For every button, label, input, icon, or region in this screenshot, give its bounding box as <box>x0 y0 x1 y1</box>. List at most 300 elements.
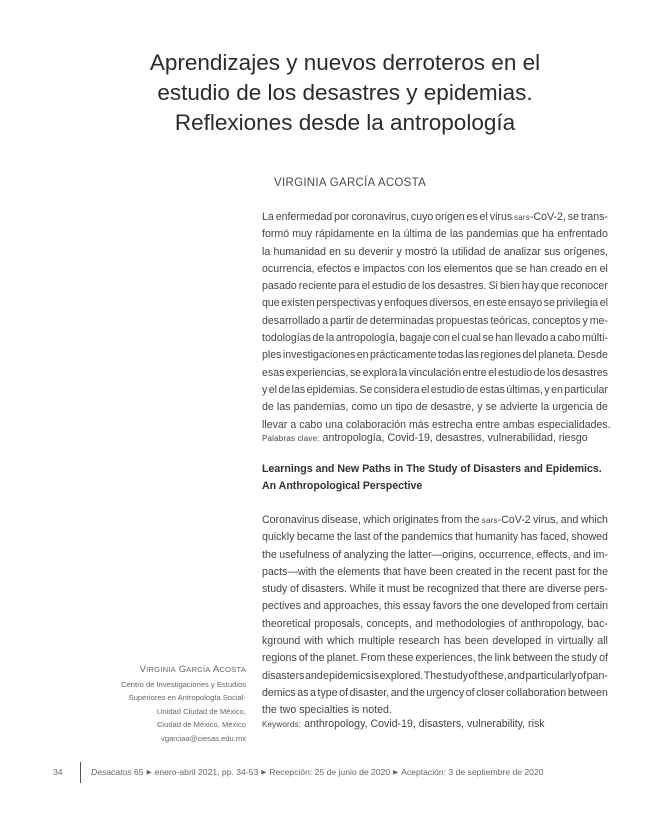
word: que <box>495 262 513 275</box>
triangle-right-icon: ▶ <box>393 769 399 776</box>
word: the <box>464 514 480 526</box>
word: and <box>507 669 525 682</box>
word: el <box>479 211 488 223</box>
word: that <box>383 565 401 578</box>
word: usefulness <box>279 548 330 561</box>
word: más <box>408 418 429 431</box>
word: todologías <box>262 332 311 345</box>
word: el <box>451 332 460 345</box>
word: el <box>268 383 277 396</box>
word: pasado <box>262 280 297 293</box>
word: mostró <box>404 245 438 258</box>
word: of <box>468 669 478 682</box>
word: type <box>317 686 338 699</box>
word: que <box>521 228 540 241</box>
word: las <box>449 228 464 241</box>
word: de <box>356 314 368 327</box>
word: pandemias <box>466 228 519 241</box>
word: which <box>580 514 608 526</box>
word: las <box>291 383 306 396</box>
word: cuyo <box>410 211 434 223</box>
word: a <box>549 332 556 345</box>
word: por <box>334 211 350 223</box>
word: devenir <box>358 245 394 258</box>
word: disasters. <box>301 583 347 596</box>
word: from <box>552 600 574 613</box>
word: faced, <box>540 531 569 544</box>
word: cabo <box>557 332 581 345</box>
word: y <box>377 297 383 310</box>
word: tipo <box>395 401 413 414</box>
word: entre <box>475 418 500 431</box>
word: las <box>276 401 291 414</box>
word: investigaciones <box>282 349 356 362</box>
word: and <box>573 548 591 561</box>
abstract-line <box>262 365 608 382</box>
word: recent <box>522 565 553 578</box>
word: del <box>522 349 537 362</box>
word: este <box>486 297 507 310</box>
word: disaster, <box>349 686 390 699</box>
word: concepts, <box>366 617 412 630</box>
english-title-line: Learnings and New Paths in The Study of Disasters and Epidemics. <box>262 463 602 475</box>
abstract-line <box>262 244 608 261</box>
word: the <box>410 686 425 699</box>
word: closer <box>476 686 505 699</box>
word: se <box>485 401 497 414</box>
abstract-line <box>262 581 608 598</box>
word: favors <box>432 600 462 613</box>
word: de <box>408 280 420 293</box>
word: coronavirus, <box>351 211 410 223</box>
affiliation-line: Unidad Ciudad de México, <box>156 706 246 716</box>
word: im- <box>593 548 608 561</box>
word: one <box>481 600 499 613</box>
word: study <box>442 669 468 682</box>
word: disease, <box>321 514 361 526</box>
word: and <box>390 686 409 699</box>
word: últimas, <box>506 383 543 396</box>
word: has <box>520 531 538 544</box>
author-name: VIRGINIA GARCÍA ACOSTA <box>139 664 246 675</box>
word: has <box>443 635 461 648</box>
word: recognized <box>427 583 479 596</box>
word: vinculación <box>408 366 462 379</box>
word: of <box>339 686 349 699</box>
word: experiences, <box>415 652 476 665</box>
word: this <box>384 600 401 613</box>
abstract-line <box>262 295 608 312</box>
word: han <box>495 332 514 345</box>
word: sus <box>544 245 561 258</box>
word: all <box>597 635 608 648</box>
word: been <box>464 635 489 648</box>
word: developed <box>492 635 542 648</box>
word: occurrence, <box>478 548 535 561</box>
title-line: estudio de los desastres y epidemias. <box>157 80 533 105</box>
word: explora <box>362 366 398 379</box>
word: de <box>488 245 501 258</box>
word: with <box>304 635 324 648</box>
word: originates <box>392 514 439 526</box>
footer-divider <box>80 762 81 783</box>
word: advierte <box>500 401 538 414</box>
abstract-line <box>262 685 608 702</box>
word: for <box>578 565 591 578</box>
abstract-line <box>262 209 608 226</box>
word: virus, <box>533 514 559 526</box>
word: determinadas <box>369 314 435 327</box>
word: the <box>390 548 406 561</box>
word: and <box>560 514 579 526</box>
word: noted. <box>362 704 392 717</box>
word: of <box>298 652 308 665</box>
word: urgencia <box>552 401 593 414</box>
word: e <box>353 262 360 275</box>
word: is <box>371 669 380 682</box>
word: el <box>361 280 370 293</box>
word: enfrentado <box>557 228 608 241</box>
triangle-right-icon: ▶ <box>261 769 267 776</box>
word: con <box>432 332 450 345</box>
word: rápidamente <box>315 228 375 241</box>
word: reciente <box>298 280 337 293</box>
word: y <box>262 383 268 396</box>
word: que <box>541 280 559 293</box>
received-date: Recepción: 25 de junio de 2020 <box>269 767 391 777</box>
word: must <box>386 583 410 596</box>
issue-date-pages: enero-abril 2021, pp. 34-53 <box>154 767 259 777</box>
word: de <box>278 383 291 396</box>
word: Desde <box>577 349 608 362</box>
word: humanity <box>475 531 519 544</box>
word: colaboración <box>345 418 406 431</box>
author-sidebar <box>46 661 246 745</box>
word: ocurrencia, <box>262 262 315 275</box>
word: of <box>332 548 342 561</box>
word: creado <box>550 262 583 275</box>
keywords-english <box>262 718 545 730</box>
word: the <box>593 565 608 578</box>
word: as <box>297 686 309 699</box>
word: planeta. <box>538 349 576 362</box>
word: of <box>599 652 608 665</box>
word: essay <box>402 600 431 613</box>
word: los <box>427 262 442 275</box>
word: the <box>477 652 493 665</box>
word: analyzing <box>343 548 389 561</box>
word: pan- <box>586 669 608 682</box>
word: los <box>546 366 561 379</box>
word: se <box>543 297 555 310</box>
word: of <box>373 531 382 544</box>
word: the <box>262 704 277 717</box>
word: the <box>309 652 325 665</box>
abstract-line <box>262 382 608 399</box>
word: última <box>403 228 432 241</box>
word: explored. <box>379 669 424 682</box>
word: sars-CoV-2, <box>514 211 566 223</box>
word: two <box>279 704 297 717</box>
word: a <box>310 686 316 699</box>
word: la <box>392 228 401 241</box>
word: developed <box>501 600 551 613</box>
word: el <box>488 366 497 379</box>
word: that <box>481 583 500 596</box>
word: approaches, <box>323 600 382 613</box>
word: the <box>554 652 570 665</box>
word: and <box>303 600 321 613</box>
abstract-line <box>262 261 608 278</box>
word: which <box>327 635 355 648</box>
word: efectos <box>317 262 352 275</box>
word: of <box>508 617 518 630</box>
word: en <box>329 245 341 258</box>
word: from <box>441 514 463 526</box>
word: diversos, <box>429 297 472 310</box>
word: a <box>290 418 297 431</box>
word: partir <box>330 314 355 327</box>
word: en <box>551 383 563 396</box>
affiliation-line: Ciudad de México, México <box>156 720 246 730</box>
word: there <box>502 583 527 596</box>
word: effects, <box>536 548 571 561</box>
english-title <box>262 461 608 495</box>
word: origen <box>435 211 465 223</box>
word: reconocer <box>560 280 608 293</box>
publication-info <box>91 767 544 777</box>
word: in <box>545 635 554 648</box>
word: showed <box>571 531 608 544</box>
abstract-line <box>262 330 608 347</box>
word: which <box>363 514 391 526</box>
abstract-line <box>262 633 608 650</box>
word: specialties <box>299 704 349 717</box>
abstract-line <box>262 529 608 546</box>
title-line: Aprendizajes y nuevos derroteros en el <box>149 50 541 75</box>
word: and <box>415 617 433 630</box>
abstract-line <box>262 226 608 243</box>
word: latter—origins, <box>408 548 477 561</box>
word: de <box>596 401 608 414</box>
word: se <box>567 211 579 223</box>
word: me- <box>589 314 608 327</box>
word: para <box>338 280 360 293</box>
word: these <box>387 652 414 665</box>
article-author: VIRGINIA GARCÍA ACOSTA <box>274 177 427 189</box>
word: un <box>380 401 393 414</box>
word: La <box>262 211 274 223</box>
word: link <box>494 652 511 665</box>
small-caps-text: sars <box>481 516 498 525</box>
word: the <box>262 548 277 561</box>
word: The <box>423 669 443 682</box>
abstract-line <box>262 650 608 667</box>
word: be <box>412 583 425 596</box>
keywords-value: anthropology, Covid-19, disasters, vulnerability, risk <box>304 718 545 730</box>
abstract-line <box>262 399 608 416</box>
abstract-line <box>262 313 608 330</box>
word: esas <box>262 366 285 379</box>
word: desarrollado <box>262 314 321 327</box>
author-affiliation <box>46 678 246 745</box>
word: pers- <box>583 583 608 596</box>
word: been <box>429 565 454 578</box>
word: pectives <box>262 600 301 613</box>
word: pandemias, <box>293 401 349 414</box>
word: pacts—with <box>262 565 317 578</box>
word: el <box>421 383 430 396</box>
abstract-line <box>262 278 608 295</box>
word: the <box>336 531 352 544</box>
abstract-line <box>262 702 608 719</box>
word: past <box>555 565 576 578</box>
word: de <box>415 401 428 414</box>
word: certain <box>576 600 608 613</box>
word: the <box>319 565 335 578</box>
word: is <box>351 704 360 717</box>
word: estudio <box>430 383 465 396</box>
word: de <box>533 366 546 379</box>
abstract-line <box>262 547 608 564</box>
word: en <box>473 297 485 310</box>
word: todas <box>438 349 464 362</box>
word: ples <box>262 349 282 362</box>
word: la <box>262 245 271 258</box>
word: de <box>434 228 447 241</box>
word: bac- <box>587 617 608 630</box>
word: From <box>360 652 386 665</box>
word: estas <box>479 383 505 396</box>
keywords-label: Keywords: <box>262 720 302 729</box>
word: perspectivas <box>316 297 376 310</box>
word: en <box>585 262 597 275</box>
word: urgency <box>426 686 465 699</box>
word: hay <box>521 280 540 293</box>
word: conceptos <box>532 314 581 327</box>
word: research <box>398 635 440 648</box>
word: between <box>512 652 553 665</box>
word: que <box>262 297 280 310</box>
word: y <box>477 401 483 414</box>
word: created <box>455 565 492 578</box>
word: especialidades. <box>537 418 611 431</box>
word: bien <box>499 280 520 293</box>
word: teóricas, <box>490 314 531 327</box>
word: existen <box>281 297 315 310</box>
word: sars-CoV-2 <box>481 514 531 526</box>
word: virus <box>489 211 513 223</box>
word: desastre, <box>430 401 475 414</box>
word: anthropology, <box>520 617 584 630</box>
word: privilegia <box>556 297 599 310</box>
word: llevar <box>262 418 288 431</box>
word: y <box>582 314 588 327</box>
word: como <box>351 401 378 414</box>
word: of <box>577 669 587 682</box>
word: entre <box>462 366 487 379</box>
word: su <box>344 245 356 258</box>
word: ensayo <box>507 297 543 310</box>
word: estudio <box>497 366 533 379</box>
word: antropología, <box>335 332 398 345</box>
word: ha <box>542 228 555 241</box>
word: planet. <box>326 652 359 665</box>
word: y <box>396 245 402 258</box>
word: last <box>354 531 371 544</box>
article-title <box>60 48 630 138</box>
word: considera <box>373 383 420 396</box>
word: las <box>465 349 479 362</box>
word: diverse <box>546 583 582 596</box>
word: have <box>403 565 427 578</box>
word: de <box>312 332 325 345</box>
affiliation-line: Centro de Investigaciones y Estudios <box>121 680 246 689</box>
word: regions <box>262 652 297 665</box>
abstract-spanish <box>262 209 611 434</box>
word: epidemics <box>323 669 371 682</box>
word: de <box>466 383 479 396</box>
word: became <box>296 531 335 544</box>
page-footer <box>0 762 668 782</box>
word: it <box>378 583 385 596</box>
word: la <box>398 366 408 379</box>
word: the <box>464 600 479 613</box>
word: y <box>544 383 550 396</box>
word: estrecha <box>432 418 473 431</box>
word: el <box>599 297 608 310</box>
word: of <box>465 686 475 699</box>
word: con <box>407 262 425 275</box>
journal-issue: 65 <box>134 767 144 777</box>
word: una <box>325 418 343 431</box>
word: utilidad <box>451 245 486 258</box>
word: the <box>384 531 400 544</box>
word: While <box>349 583 377 596</box>
word: analizar <box>503 245 541 258</box>
abstract-line <box>262 616 608 633</box>
word: enfoques <box>384 297 428 310</box>
word: múlti- <box>582 332 608 345</box>
word: a <box>322 314 329 327</box>
journal-name: Desacatos <box>91 767 132 777</box>
word: are <box>528 583 545 596</box>
word: elementos <box>443 262 493 275</box>
affiliation-line: Superiores en Antropología Social- <box>128 693 246 703</box>
word: Si <box>488 280 498 293</box>
keywords-spanish <box>262 432 588 444</box>
page-number: 34 <box>53 767 63 777</box>
abstract-line <box>262 668 608 685</box>
word: estudio <box>371 280 407 293</box>
word: particular <box>564 383 608 396</box>
word: between <box>567 686 608 699</box>
word: se <box>482 332 494 345</box>
word: study <box>571 652 597 665</box>
word: experiencias, <box>285 366 349 379</box>
word: impactos <box>362 262 405 275</box>
word: disasters <box>262 669 305 682</box>
word: en <box>356 349 369 362</box>
word: propuestas <box>435 314 489 327</box>
word: elements <box>337 565 381 578</box>
word: formó <box>262 228 290 241</box>
word: prácticamente <box>370 349 437 362</box>
word: multiple <box>358 635 395 648</box>
word: pandemics <box>401 531 453 544</box>
word: kground <box>262 635 301 648</box>
word: proposals, <box>314 617 364 630</box>
